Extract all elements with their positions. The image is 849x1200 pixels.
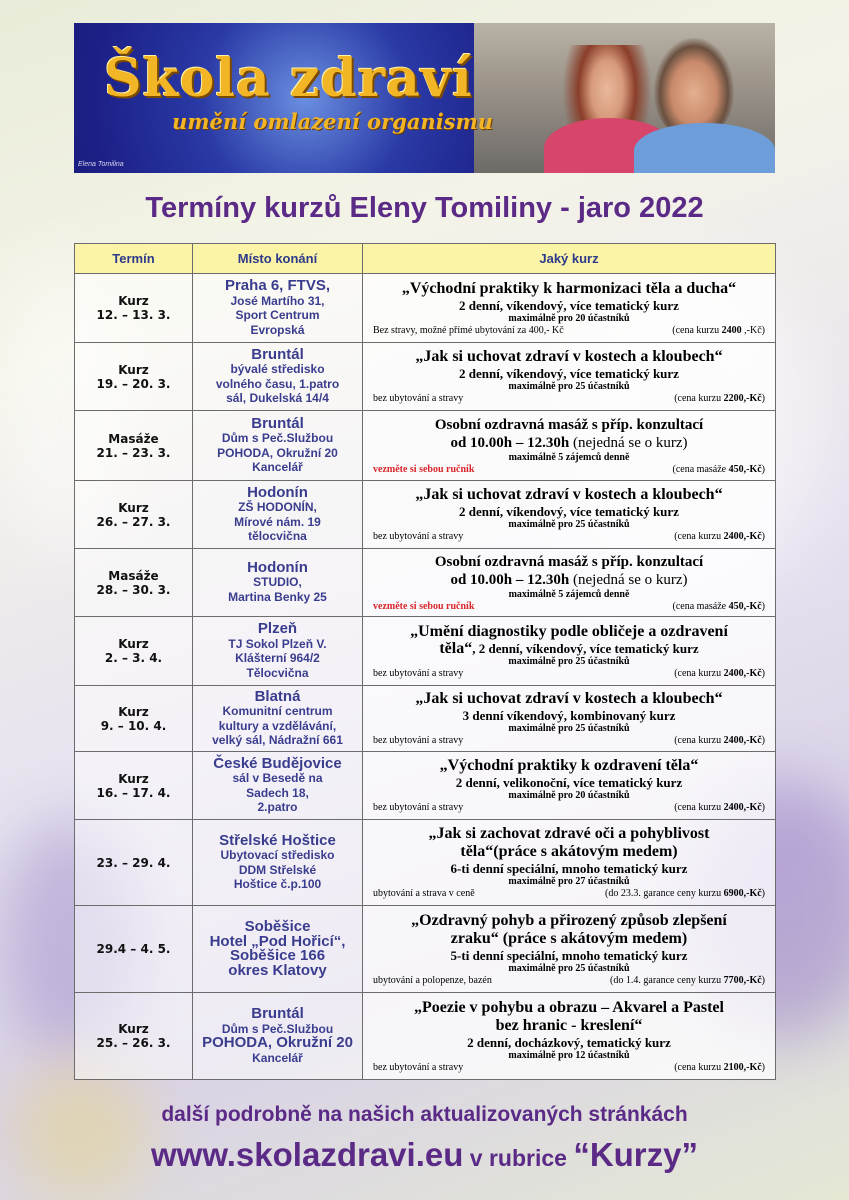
course-title: Osobní ozdravná masáž s příp. konzultací (434, 553, 704, 570)
place-cell: Bruntál Dům s Peč.Službou POHODA, Okružní 20 Kancelář (193, 411, 363, 481)
course-title: „Jak si uchovat zdraví v kostech a kloubech“ (415, 690, 723, 707)
course-title: „Východní praktiky k ozdravení těla“ (439, 757, 699, 774)
term-cell: Masáže 21. – 23. 3. (75, 411, 193, 481)
header-course: Jaký kurz (363, 244, 776, 274)
website-link[interactable]: www.skolazdravi.eu (150, 1136, 464, 1173)
table-row (75, 820, 776, 906)
course-cell: „Umění diagnostiky podle obličeje a ozdravení těla“, 2 denní, víkendový, více tematický kurz maximálně pro 25 účastníků bez ubytování a stravy (cena kurzu 2400,-Kč) (363, 617, 776, 686)
course-cell: „Jak si uchovat zdraví v kostech a kloubech“ 2 denní, víkendový, více tematický kurz maximálně pro 25 účastníků bez ubytování a stravy (cena kurzu 2400,-Kč) (363, 481, 776, 549)
place-cell: Plzeň TJ Sokol Plzeň V. Klášterní 964/2 Tělocvična (193, 617, 363, 686)
table-row (75, 274, 776, 343)
footer-mid-text: v rubrice (463, 1145, 574, 1171)
course-cell: Osobní ozdravná masáž s příp. konzultací od 10.00h – 12.30h (nejedná se o kurz) maximálně 5 zájemců denně vezměte si sebou ručník (cena masáže 450,-Kč) (363, 549, 776, 617)
term-cell: 29.4 – 4. 5. (75, 906, 193, 993)
term-cell: Kurz 16. – 17. 4. (75, 752, 193, 820)
table-row (75, 411, 776, 481)
course-title: „Poezie v pohybu a obrazu – Akvarel a Pastel (414, 998, 724, 1016)
course-title: „Jak si uchovat zdraví v kostech a kloubech“ (415, 348, 723, 365)
logo-subtitle: umění omlazení organismu (172, 109, 493, 134)
table-row (75, 617, 776, 686)
course-cell: „Poezie v pohybu a obrazu – Akvarel a Pastel bez hranic - kreslení“ 2 denní, docházkový, tematický kurz maximálně pro 12 účastníků bez ubytování a stravy (cena kurzu 2100,-Kč) (363, 993, 776, 1080)
footer-link-line (0, 1136, 849, 1174)
place-cell: Bruntál Dům s Peč.Službou POHODA, Okružní 20 Kancelář (193, 993, 363, 1080)
signature: Elena Tomilina (78, 161, 124, 168)
course-title: „Umění diagnostiky podle obličeje a ozdravení (410, 622, 728, 640)
term-cell: Kurz 12. – 13. 3. (75, 274, 193, 343)
course-title: Osobní ozdravná masáž s příp. konzultací (434, 416, 704, 433)
course-cell: „Ozdravný pohyb a přirozený způsob zlepšení zraku“ (práce s akátovým medem) 5-ti denní speciální, mnoho tematický kurz maximálně pro 25 účastníků ubytování a polopenze, bazén (do 1.4. garance ceny kurzu 7700,-Kč) (363, 906, 776, 993)
header-term: Termín (75, 244, 193, 274)
course-cell: „Jak si uchovat zdraví v kostech a kloubech“ 2 denní, víkendový, více tematický kurz maximálně pro 25 účastníků bez ubytování a stravy (cena kurzu 2200,-Kč) (363, 343, 776, 411)
background-decoration (10, 1060, 150, 1200)
term-cell: Kurz 2. – 3. 4. (75, 617, 193, 686)
footer-info-text: další podrobně na našich aktualizovaných stránkách (161, 1103, 688, 1126)
place-cell: Střelské Hoštice Ubytovací středisko DDM Střelské Hoštice č.p.100 (193, 820, 363, 906)
header-place: Místo konání (193, 244, 363, 274)
table-header-row (75, 244, 776, 274)
table-row (75, 993, 776, 1080)
schedule-table (74, 243, 776, 1080)
term-cell: Kurz 9. – 10. 4. (75, 686, 193, 752)
table-row (75, 906, 776, 993)
course-cell: „Jak si uchovat zdraví v kostech a kloubech“ 3 denní víkendový, kombinovaný kurz maximálně pro 25 účastníků bez ubytování a stravy (cena kurzu 2400,-Kč) (363, 686, 776, 752)
header-banner (74, 23, 775, 173)
page-title: Termíny kurzů Eleny Tomiliny - jaro 2022 (145, 192, 704, 224)
table-row (75, 686, 776, 752)
table-row (75, 481, 776, 549)
place-cell: České Budějovice sál v Besedě na Sadech 18, 2.patro (193, 752, 363, 820)
term-cell: Kurz 19. – 20. 3. (75, 343, 193, 411)
photo-of-instructors (474, 23, 775, 173)
place-cell: Praha 6, FTVS, José Martího 31, Sport Centrum Evropská (193, 274, 363, 343)
course-cell: „Východní praktiky k ozdravení těla“ 2 denní, velikonoční, více tematický kurz maximálně pro 20 účastníků bez ubytování a stravy (cena kurzu 2400,-Kč) (363, 752, 776, 820)
course-cell: „Východní praktiky k harmonizaci těla a ducha“ 2 denní, víkendový, více tematický kurz maximálně pro 20 účastníků Bez stravy, možné přímé ubytování za 400,- Kč (cena kurzu 2400 ,-Kč) (363, 274, 776, 343)
course-title: „Východní praktiky k harmonizaci těla a ducha“ (401, 279, 737, 297)
table-row (75, 549, 776, 617)
term-cell: Kurz 26. – 27. 3. (75, 481, 193, 549)
course-cell: „Jak si zachovat zdravé oči a pohyblivost těla“(práce s akátovým medem) 6-ti denní speciální, mnoho tematický kurz maximálně pro 27 účastníků ubytování a strava v ceně (do 23.3. garance ceny kurzu 6900,-Kč) (363, 820, 776, 906)
course-cell: Osobní ozdravná masáž s příp. konzultací od 10.00h – 12.30h (nejedná se o kurz) maximálně 5 zájemců denně vezměte si sebou ručník (cena masáže 450,-Kč) (363, 411, 776, 481)
table-row (75, 343, 776, 411)
logo-title: Škola zdraví (104, 48, 473, 109)
course-title: „Jak si uchovat zdraví v kostech a kloubech“ (415, 486, 723, 503)
section-name: “Kurzy” (573, 1136, 698, 1173)
course-title: „Ozdravný pohyb a přirozený způsob zlepšení (411, 911, 727, 929)
term-cell: 23. – 29. 4. (75, 820, 193, 906)
term-cell: Kurz 25. – 26. 3. (75, 993, 193, 1080)
table-row (75, 752, 776, 820)
place-cell: Blatná Komunitní centrum kultury a vzdělávání, velký sál, Nádražní 661 (193, 686, 363, 752)
course-title: „Jak si zachovat zdravé oči a pohyblivost (428, 825, 710, 842)
place-cell: Hodonín ZŠ HODONÍN, Mírové nám. 19 tělocvična (193, 481, 363, 549)
term-cell: Masáže 28. – 30. 3. (75, 549, 193, 617)
place-cell: Hodonín STUDIO, Martina Benky 25 (193, 549, 363, 617)
place-cell: Soběšice Hotel „Pod Hořicí“, Soběšice 166 okres Klatovy (193, 906, 363, 993)
place-cell: Bruntál bývalé středisko volného času, 1.patro sál, Dukelská 14/4 (193, 343, 363, 411)
